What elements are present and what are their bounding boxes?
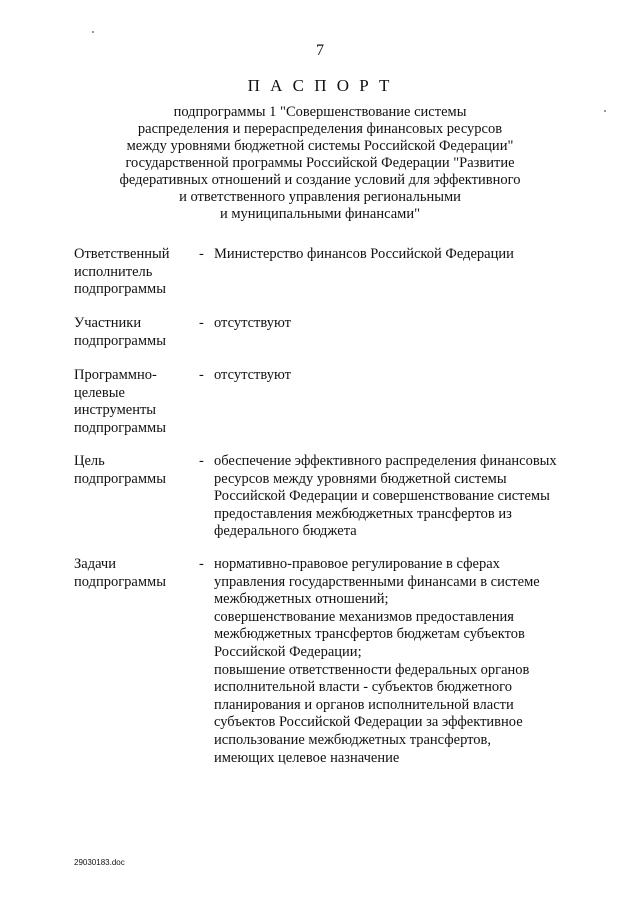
label-line: инструменты bbox=[74, 402, 157, 419]
dash-separator: - bbox=[199, 246, 204, 262]
subtitle-line: и муниципальными финансами" bbox=[219, 206, 421, 222]
value-line: Российской Федерации и совершенствование системы bbox=[214, 488, 550, 505]
subtitle-line: распределения и перераспределения финансовых ресурсов bbox=[137, 121, 503, 137]
value-line: Министерство финансов Российской Федерации bbox=[214, 246, 514, 262]
label-line: Программно- bbox=[74, 367, 157, 383]
subtitle-line: государственной программы Российской Федерации "Развитие bbox=[125, 155, 515, 171]
value-line: исполнительной власти - субъектов бюджетного bbox=[214, 679, 512, 696]
value-line: использование межбюджетных трансфертов, bbox=[214, 731, 492, 748]
section-label bbox=[74, 246, 194, 299]
subtitle-line: подпрограммы 1 "Совершенствование системы bbox=[173, 104, 467, 120]
section-value bbox=[214, 246, 594, 264]
value-line: повышение ответственности федеральных органов bbox=[214, 661, 530, 678]
value-line: Российской Федерации; bbox=[214, 643, 362, 660]
label-line: подпрограммы bbox=[74, 281, 166, 298]
section-value bbox=[214, 556, 594, 767]
scan-speck bbox=[92, 31, 94, 33]
label-line: целевые bbox=[74, 384, 125, 401]
label-line: Задачи bbox=[74, 556, 116, 572]
label-line: Цель bbox=[74, 453, 105, 469]
label-line: подпрограммы bbox=[74, 419, 166, 436]
section-label bbox=[74, 556, 194, 591]
value-line: имеющих целевое назначение bbox=[214, 749, 400, 766]
section-value bbox=[214, 453, 594, 541]
section-label bbox=[74, 453, 194, 488]
scan-speck bbox=[604, 110, 606, 112]
subtitle-line: федеративных отношений и создание условий для эффективного bbox=[119, 172, 521, 188]
label-line: подпрограммы bbox=[74, 332, 166, 349]
section-value bbox=[214, 315, 594, 333]
value-line: управления государственными финансами в системе bbox=[214, 573, 540, 590]
label-line: Ответственный bbox=[74, 246, 170, 262]
section-label bbox=[74, 367, 194, 437]
value-line: планирования и органов исполнительной власти bbox=[214, 696, 514, 713]
footer-filename: 29030183.doc bbox=[74, 858, 125, 867]
value-line: межбюджетных трансфертов бюджетам субъектов bbox=[214, 626, 525, 643]
document-title: П А С П О Р Т bbox=[247, 76, 393, 95]
page-number: 7 bbox=[316, 42, 324, 59]
value-line: обеспечение эффективного распределения финансовых bbox=[214, 453, 557, 469]
value-line: ресурсов между уровнями бюджетной системы bbox=[214, 470, 507, 487]
value-line: субъектов Российской Федерации за эффективное bbox=[214, 714, 523, 731]
dash-separator: - bbox=[199, 453, 204, 469]
value-line: отсутствуют bbox=[214, 315, 291, 331]
section-value bbox=[214, 367, 594, 385]
value-line: совершенствование механизмов предоставления bbox=[214, 608, 514, 625]
value-line: отсутствуют bbox=[214, 367, 291, 383]
document-subtitle bbox=[95, 104, 545, 223]
value-line: предоставления межбюджетных трансфертов из bbox=[214, 505, 512, 522]
value-line: нормативно-правовое регулирование в сферах bbox=[214, 556, 500, 572]
dash-separator: - bbox=[199, 367, 204, 383]
value-line: федерального бюджета bbox=[214, 523, 357, 540]
value-line: межбюджетных отношений; bbox=[214, 591, 389, 608]
label-line: Участники bbox=[74, 315, 142, 331]
dash-separator: - bbox=[199, 556, 204, 572]
subtitle-line: и ответственного управления региональными bbox=[179, 189, 461, 205]
dash-separator: - bbox=[199, 315, 204, 331]
label-line: исполнитель bbox=[74, 263, 153, 280]
section-label bbox=[74, 315, 194, 350]
label-line: подпрограммы bbox=[74, 573, 166, 590]
subtitle-line: между уровнями бюджетной системы Российской Федерации" bbox=[126, 138, 514, 154]
label-line: подпрограммы bbox=[74, 470, 166, 487]
